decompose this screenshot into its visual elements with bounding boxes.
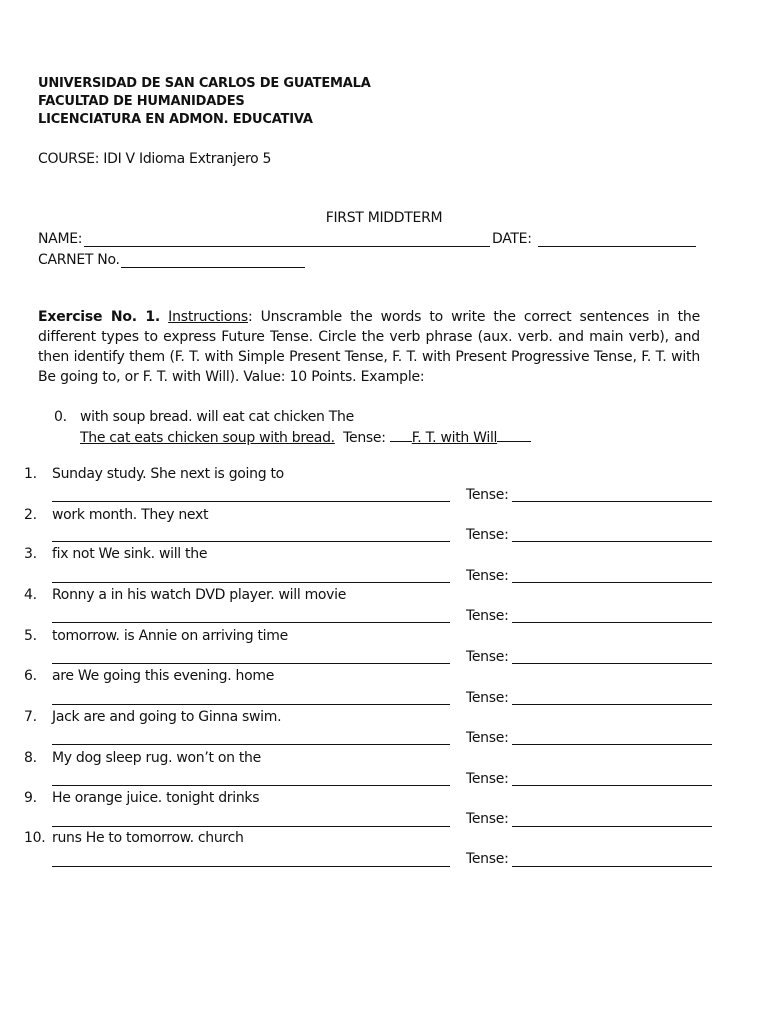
item-number: 7.: [24, 709, 37, 725]
tense-label: Tense:: [466, 487, 509, 503]
tense-label: Tense:: [466, 851, 509, 867]
instructions-label: Instructions: [168, 309, 248, 325]
answer-line[interactable]: [52, 826, 450, 827]
item-number: 9.: [24, 790, 37, 806]
name-label: NAME:: [38, 231, 83, 247]
tense-answer-line[interactable]: [512, 704, 712, 705]
tense-answer-line[interactable]: [512, 541, 712, 542]
item-scrambled: work month. They next: [52, 507, 209, 523]
answer-line[interactable]: [52, 622, 450, 623]
tense-label: Tense:: [466, 568, 509, 584]
tense-answer-line[interactable]: [512, 744, 712, 745]
example-answer-line: [80, 430, 531, 446]
example-tense-line-left: [390, 440, 412, 442]
tense-answer-line[interactable]: [512, 663, 712, 664]
example-scrambled: with soup bread. will eat cat chicken The: [80, 409, 354, 425]
tense-label: Tense:: [466, 771, 509, 787]
item-number: 8.: [24, 750, 37, 766]
item-scrambled: He orange juice. tonight drinks: [52, 790, 260, 806]
carnet-label: CARNET No.: [38, 252, 120, 268]
answer-line[interactable]: [52, 501, 450, 502]
item-number: 1.: [24, 466, 37, 482]
date-field[interactable]: [538, 246, 696, 247]
carnet-field[interactable]: [121, 267, 305, 268]
tense-label: Tense:: [466, 608, 509, 624]
tense-label: Tense:: [466, 527, 509, 543]
tense-answer-line[interactable]: [512, 582, 712, 583]
item-number: 5.: [24, 628, 37, 644]
instructions-paragraph: [38, 307, 700, 387]
answer-line[interactable]: [52, 663, 450, 664]
item-scrambled: My dog sleep rug. won’t on the: [52, 750, 261, 766]
item-number: 3.: [24, 546, 37, 562]
example-number: 0.: [54, 409, 67, 425]
name-field[interactable]: [84, 246, 490, 247]
item-number: 2.: [24, 507, 37, 523]
tense-answer-line[interactable]: [512, 826, 712, 827]
tense-label: Tense:: [466, 649, 509, 665]
item-number: 10.: [24, 830, 46, 846]
tense-label: Tense:: [466, 811, 509, 827]
answer-line[interactable]: [52, 541, 450, 542]
item-scrambled: are We going this evening. home: [52, 668, 275, 684]
item-number: 4.: [24, 587, 37, 603]
tense-answer-line[interactable]: [512, 622, 712, 623]
instructions-text: : Unscramble the words to write the correct sentences in the different types to express Future Tense. Circle the verb phrase (aux. verb. and main verb), and then identify them (F. T. with Simple Present Tense, F. T. with Present Progressive Tense, F. T. with Be going to, or F. T. with Will). Value: 10 Points. Example:: [38, 309, 700, 385]
exercise-heading: Exercise No. 1.: [38, 309, 161, 325]
item-scrambled: Jack are and going to Ginna swim.: [52, 709, 282, 725]
answer-line[interactable]: [52, 582, 450, 583]
date-label: DATE:: [492, 231, 532, 247]
item-scrambled: runs He to tomorrow. church: [52, 830, 244, 846]
answer-line[interactable]: [52, 785, 450, 786]
answer-line[interactable]: [52, 704, 450, 705]
example-tense-line-right: [497, 440, 531, 442]
course-line: COURSE: IDI V Idioma Extranjero 5: [38, 151, 272, 167]
item-number: 6.: [24, 668, 37, 684]
item-scrambled: Sunday study. She next is going to: [52, 466, 284, 482]
item-scrambled: tomorrow. is Annie on arriving time: [52, 628, 288, 644]
tense-answer-line[interactable]: [512, 866, 712, 867]
example-tense-label: Tense:: [343, 430, 390, 446]
tense-label: Tense:: [466, 690, 509, 706]
faculty-name: FACULTAD DE HUMANIDADES: [38, 94, 245, 109]
answer-line[interactable]: [52, 866, 450, 867]
tense-answer-line[interactable]: [512, 501, 712, 502]
example-tense-answer: F. T. with Will: [411, 430, 498, 446]
university-name: UNIVERSIDAD DE SAN CARLOS DE GUATEMALA: [38, 76, 371, 91]
tense-label: Tense:: [466, 730, 509, 746]
answer-line[interactable]: [52, 744, 450, 745]
item-scrambled: Ronny a in his watch DVD player. will movie: [52, 587, 347, 603]
example-answer: The cat eats chicken soup with bread.: [80, 430, 335, 446]
tense-answer-line[interactable]: [512, 785, 712, 786]
item-scrambled: fix not We sink. will the: [52, 546, 208, 562]
exam-title: FIRST MIDDTERM: [325, 210, 443, 226]
degree-name: LICENCIATURA EN ADMON. EDUCATIVA: [38, 112, 313, 127]
